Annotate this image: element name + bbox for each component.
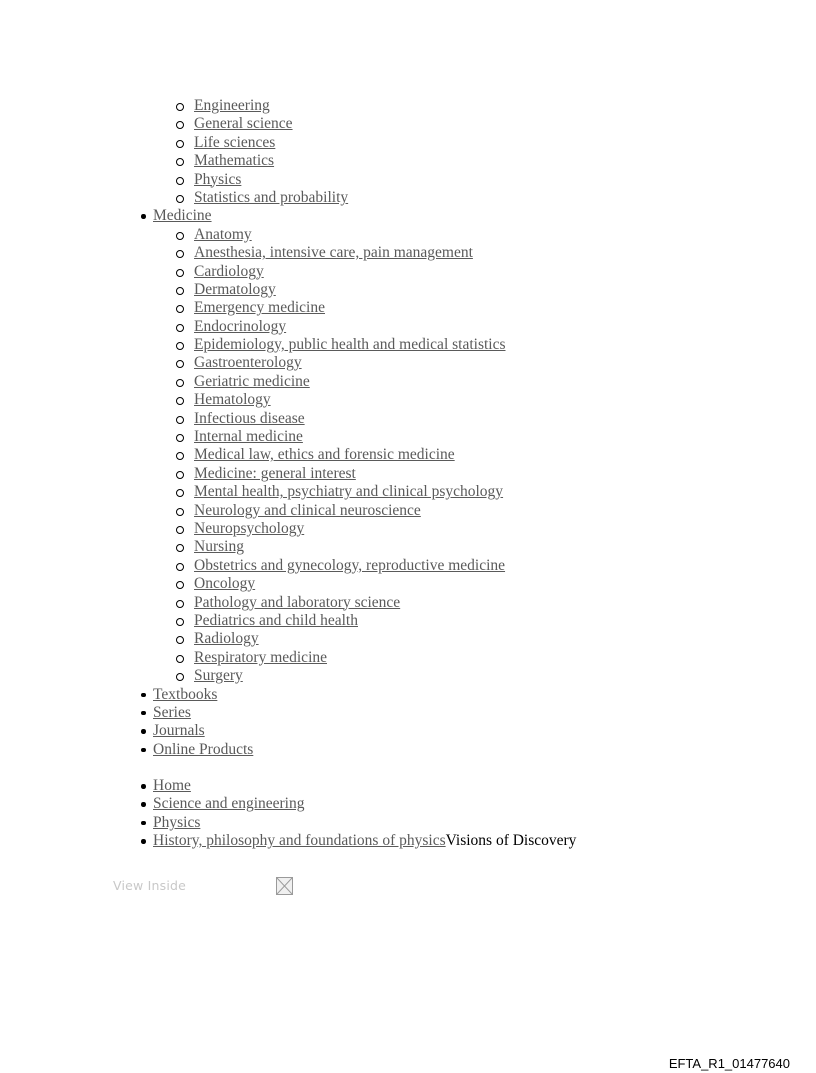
circle-bullet-icon (176, 177, 184, 185)
list-item (0, 281, 816, 299)
nav-link-engineering[interactable]: Engineering (194, 97, 270, 114)
list-item (0, 557, 816, 575)
list-item (0, 722, 816, 740)
list-item (0, 171, 816, 189)
list-item (0, 612, 816, 630)
list-item (0, 630, 816, 648)
nav-link-endocrinology[interactable]: Endocrinology (194, 317, 287, 335)
category-nav (0, 97, 816, 759)
circle-bullet-icon (176, 158, 184, 166)
nav-link-infectious-disease[interactable]: Infectious disease (194, 409, 305, 427)
list-item (0, 594, 816, 612)
circle-bullet-icon (176, 397, 184, 405)
circle-bullet-icon (176, 434, 184, 442)
nav-link-hematology[interactable]: Hematology (194, 391, 271, 409)
disc-bullet-icon (141, 839, 146, 844)
nav-link-epidemiology[interactable]: Epidemiology, public health and medical statistics (194, 336, 506, 354)
list-item (0, 244, 816, 262)
circle-bullet-icon (176, 232, 184, 240)
disc-bullet-icon (141, 821, 146, 826)
document-id: EFTA_R1_01477640 (668, 1056, 790, 1071)
breadcrumb (0, 777, 816, 851)
nav-link-pediatrics[interactable]: Pediatrics and child health (194, 611, 358, 629)
disc-bullet-icon (141, 214, 146, 219)
list-item (0, 207, 816, 225)
nav-link-emergency-medicine[interactable]: Emergency medicine (194, 299, 325, 317)
broken-image-icon (276, 877, 293, 895)
circle-bullet-icon (176, 563, 184, 571)
nav-link-neuropsychology[interactable]: Neuropsychology (194, 519, 305, 537)
nav-link-surgery[interactable]: Surgery (194, 667, 243, 685)
list-item (0, 483, 816, 501)
breadcrumb-link-home[interactable]: Home (153, 777, 191, 794)
nav-link-nursing[interactable]: Nursing (194, 538, 244, 556)
circle-bullet-icon (176, 655, 184, 663)
nav-link-gastroenterology[interactable]: Gastroenterology (194, 354, 302, 372)
circle-bullet-icon (176, 508, 184, 516)
nav-link-anesthesia[interactable]: Anesthesia, intensive care, pain management (194, 244, 473, 262)
nav-link-journals[interactable]: Journals (153, 722, 205, 740)
list-item (0, 741, 816, 759)
nav-link-obstetrics[interactable]: Obstetrics and gynecology, reproductive medicine (194, 556, 506, 574)
list-item (0, 667, 816, 685)
breadcrumb-link-physics[interactable]: Physics (153, 813, 201, 831)
list-item (0, 465, 816, 483)
nav-link-medicine-general-interest[interactable]: Medicine: general interest (194, 464, 356, 482)
list-item (0, 391, 816, 409)
nav-link-medical-law[interactable]: Medical law, ethics and forensic medicine (194, 446, 455, 464)
circle-bullet-icon (176, 526, 184, 534)
medicine-subcategory-list (0, 226, 816, 686)
circle-bullet-icon (176, 600, 184, 608)
list-item (0, 152, 816, 170)
nav-link-oncology[interactable]: Oncology (194, 575, 256, 593)
circle-bullet-icon (176, 342, 184, 350)
list-item (0, 832, 816, 850)
disc-bullet-icon (141, 802, 146, 807)
list-item (0, 336, 816, 354)
disc-bullet-icon (141, 693, 146, 698)
nav-link-physics[interactable]: Physics (194, 170, 242, 188)
nav-link-mathematics[interactable]: Mathematics (194, 152, 275, 170)
nav-link-medicine[interactable]: Medicine (153, 207, 212, 225)
nav-link-statistics-and-probability[interactable]: Statistics and probability (194, 188, 349, 206)
nav-link-geriatric-medicine[interactable]: Geriatric medicine (194, 372, 310, 390)
circle-bullet-icon (176, 618, 184, 626)
circle-bullet-icon (176, 250, 184, 258)
circle-bullet-icon (176, 673, 184, 681)
list-item (0, 97, 816, 115)
disc-bullet-icon (141, 784, 146, 789)
nav-link-life-sciences[interactable]: Life sciences (194, 133, 276, 151)
list-item (0, 649, 816, 667)
circle-bullet-icon (176, 636, 184, 644)
circle-bullet-icon (176, 269, 184, 277)
view-inside-link[interactable]: View Inside (113, 878, 187, 893)
list-item (0, 226, 816, 244)
list-item (0, 189, 816, 207)
circle-bullet-icon (176, 287, 184, 295)
nav-link-dermatology[interactable]: Dermatology (194, 280, 276, 298)
list-item (0, 410, 816, 428)
circle-bullet-icon (176, 121, 184, 129)
broken-image-glyph (277, 878, 292, 894)
nav-link-pathology[interactable]: Pathology and laboratory science (194, 593, 401, 611)
nav-link-cardiology[interactable]: Cardiology (194, 262, 264, 280)
list-item (0, 575, 816, 593)
disc-bullet-icon (141, 711, 146, 716)
circle-bullet-icon (176, 416, 184, 424)
list-item (0, 318, 816, 336)
list-item (0, 686, 816, 704)
circle-bullet-icon (176, 305, 184, 313)
disc-bullet-icon (141, 748, 146, 753)
circle-bullet-icon (176, 471, 184, 479)
list-item (0, 814, 816, 832)
nav-link-textbooks[interactable]: Textbooks (153, 685, 218, 703)
list-item (0, 299, 816, 317)
breadcrumb-link-science-and-engineering[interactable]: Science and engineering (153, 795, 305, 813)
list-item (0, 795, 816, 813)
circle-bullet-icon (176, 544, 184, 552)
nav-link-internal-medicine[interactable]: Internal medicine (194, 428, 303, 446)
list-item (0, 115, 816, 133)
circle-bullet-icon (176, 360, 184, 368)
list-item (0, 704, 816, 722)
circle-bullet-icon (176, 379, 184, 387)
list-item (0, 538, 816, 556)
list-item (0, 373, 816, 391)
list-item (0, 134, 816, 152)
list-item (0, 428, 816, 446)
list-item (0, 354, 816, 372)
list-item (0, 777, 816, 795)
circle-bullet-icon (176, 140, 184, 148)
nav-link-respiratory-medicine[interactable]: Respiratory medicine (194, 648, 327, 666)
breadcrumb-current-page: Visions of Discovery (445, 832, 577, 850)
circle-bullet-icon (176, 324, 184, 332)
nav-link-radiology[interactable]: Radiology (194, 630, 259, 648)
nav-link-neurology[interactable]: Neurology and clinical neuroscience (194, 501, 421, 519)
circle-bullet-icon (176, 489, 184, 497)
disc-bullet-icon (141, 729, 146, 734)
list-item (0, 502, 816, 520)
science-subcategory-list (0, 97, 816, 207)
list-item (0, 520, 816, 538)
nav-link-general-science[interactable]: General science (194, 115, 293, 133)
nav-link-mental-health[interactable]: Mental health, psychiatry and clinical psychology (194, 483, 504, 501)
circle-bullet-icon (176, 581, 184, 589)
list-item (0, 263, 816, 281)
nav-link-anatomy[interactable]: Anatomy (194, 225, 252, 243)
nav-link-online-products[interactable]: Online Products (153, 740, 254, 758)
circle-bullet-icon (176, 103, 184, 111)
nav-link-series[interactable]: Series (153, 703, 191, 721)
list-item (0, 446, 816, 464)
circle-bullet-icon (176, 452, 184, 460)
breadcrumb-link-history-philosophy[interactable]: History, philosophy and foundations of physics (153, 832, 446, 850)
circle-bullet-icon (176, 195, 184, 203)
